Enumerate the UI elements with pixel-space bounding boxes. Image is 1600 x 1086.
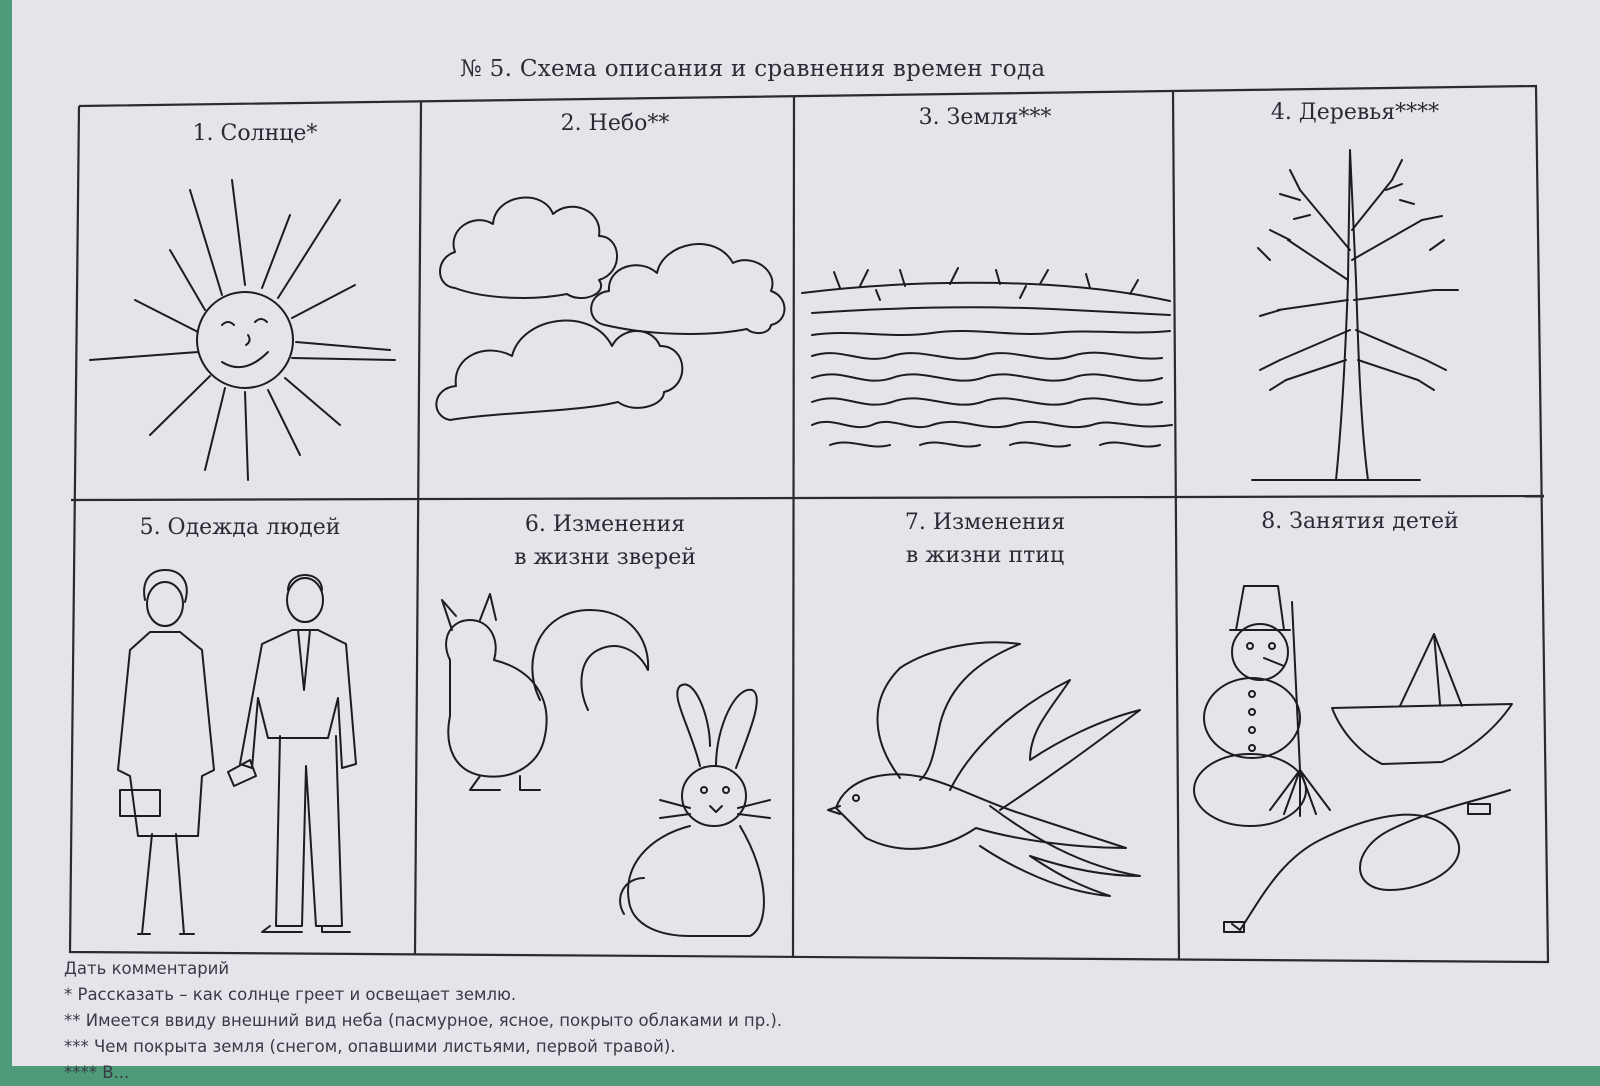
footnote-1: * Рассказать – как солнце греет и освещает землю. [64,985,517,1004]
kids-activities-drawing [1194,586,1512,932]
cell-title-animals-line2: в жизни зверей [514,545,696,570]
footnote-2: ** Имеется ввиду внешний вид неба (пасмурное, ясное, покрыто облаками и пр.). [64,1011,783,1030]
cell-title-sun: 1. Солнце* [192,121,318,146]
ground-drawing [802,268,1172,447]
cell-title-animals-line1: 6. Изменения [524,512,686,537]
sheet-title: № 5. Схема описания и сравнения времен года [460,56,1046,82]
footnotes-heading: Дать комментарий [64,959,230,978]
footnote-4: **** В... [64,1063,130,1082]
footnote-3: *** Чем покрыта земля (снегом, опавшими листьями, первой травой). [64,1037,676,1056]
cell-title-birds-line2: в жизни птиц [905,543,1065,568]
cell-title-sky: 2. Небо** [560,111,670,136]
animals-drawing [442,594,770,936]
cell-title-birds-line1: 7. Изменения [904,510,1066,535]
swallow-drawing [828,642,1140,896]
sun-drawing [90,180,395,480]
cell-title-clothes: 5. Одежда людей [139,515,341,540]
cell-title-kids: 8. Занятия детей [1261,509,1459,534]
cell-title-ground: 3. Земля*** [918,105,1052,130]
clouds-drawing [436,198,784,420]
tree-drawing [1252,150,1458,480]
cell-title-trees: 4. Деревья**** [1270,100,1440,125]
footnotes [64,956,782,1086]
people-drawing [118,570,356,934]
